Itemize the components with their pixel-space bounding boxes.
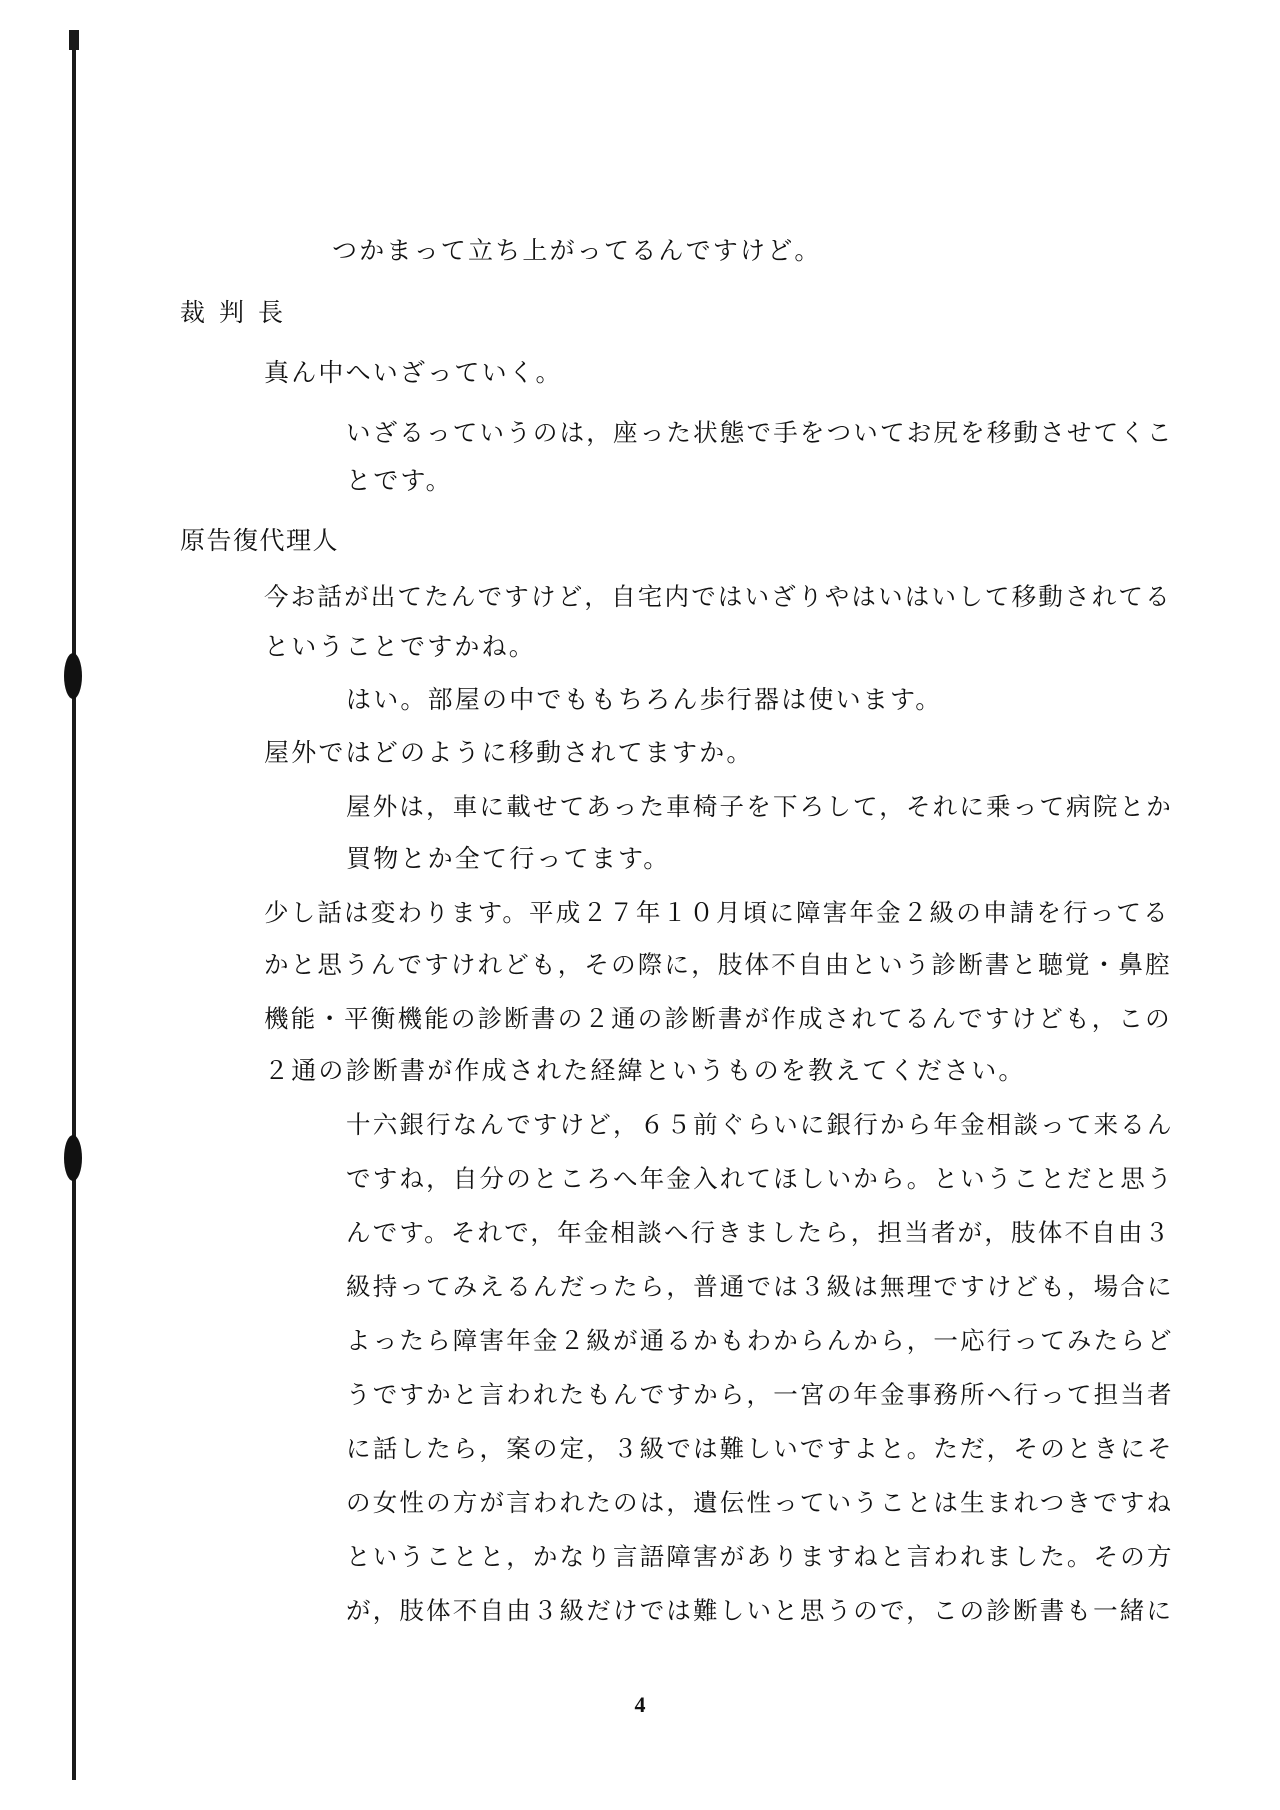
question-line: 屋外ではどのように移動されてますか。 [264, 738, 754, 767]
binding-edge-line [72, 30, 76, 1780]
answer-line: いざるっていうのは，座った状態で手をついてお尻を移動させてくこ [346, 418, 1174, 447]
answer-line: はい。部屋の中でももちろん歩行器は使います。 [346, 685, 943, 714]
answer-line: とです。 [346, 466, 453, 495]
punch-hole-icon [64, 1135, 82, 1181]
answer-line: 十六銀行なんですけど，６５前ぐらいに銀行から年金相談って来るん [346, 1110, 1174, 1139]
speaker-label-counsel: 原告復代理人 [180, 526, 340, 555]
answer-line: の女性の方が言われたのは，遺伝性っていうことは生まれつきですね [346, 1488, 1174, 1517]
question-line: 真ん中へいざっていく。 [264, 358, 563, 387]
speaker-label-judge: 裁判長 [180, 298, 298, 327]
question-line: 今お話が出てたんですけど，自宅内ではいざりやはいはいして移動されてる [264, 582, 1172, 611]
answer-line: に話したら，案の定，３級では難しいですよと。ただ，そのときにそ [346, 1434, 1174, 1463]
page-number: 4 [634, 1692, 646, 1717]
question-line: 少し話は変わります。平成２７年１０月頃に障害年金２級の申請を行ってる [264, 898, 1170, 927]
binding-edge-cap [69, 30, 79, 50]
answer-line: 級持ってみえるんだったら，普通では３級は無理ですけども，場合に [346, 1272, 1174, 1301]
question-line: ということですかね。 [264, 632, 537, 661]
answer-line: つかまって立ち上がってるんですけど。 [332, 236, 822, 265]
answer-line: 屋外は，車に載せてあった車椅子を下ろして，それに乗って病院とか [346, 792, 1173, 821]
answer-line: 買物とか全て行ってます。 [346, 844, 671, 873]
question-line: ２通の診断書が作成された経緯というものを教えてください。 [264, 1056, 1026, 1085]
answer-line: よったら障害年金２級が通るかもわからんから，一応行ってみたらど [346, 1326, 1174, 1355]
question-line: 機能・平衡機能の診断書の２通の診断書が作成されてるんですけども，この [264, 1004, 1172, 1033]
punch-hole-icon [64, 653, 82, 699]
answer-line: ということと，かなり言語障害がありますねと言われました。その方 [346, 1542, 1174, 1571]
answer-line: んです。それで，年金相談へ行きましたら，担当者が，肢体不自由３ [346, 1218, 1172, 1247]
answer-line: うですかと言われたもんですから，一宮の年金事務所へ行って担当者 [346, 1380, 1174, 1409]
answer-line: ですね，自分のところへ年金入れてほしいから。ということだと思う [346, 1164, 1174, 1193]
answer-line: が，肢体不自由３級だけでは難しいと思うので，この診断書も一緒に [346, 1596, 1174, 1625]
question-line: かと思うんですけれども，その際に，肢体不自由という診断書と聴覚・鼻腔 [264, 950, 1172, 979]
